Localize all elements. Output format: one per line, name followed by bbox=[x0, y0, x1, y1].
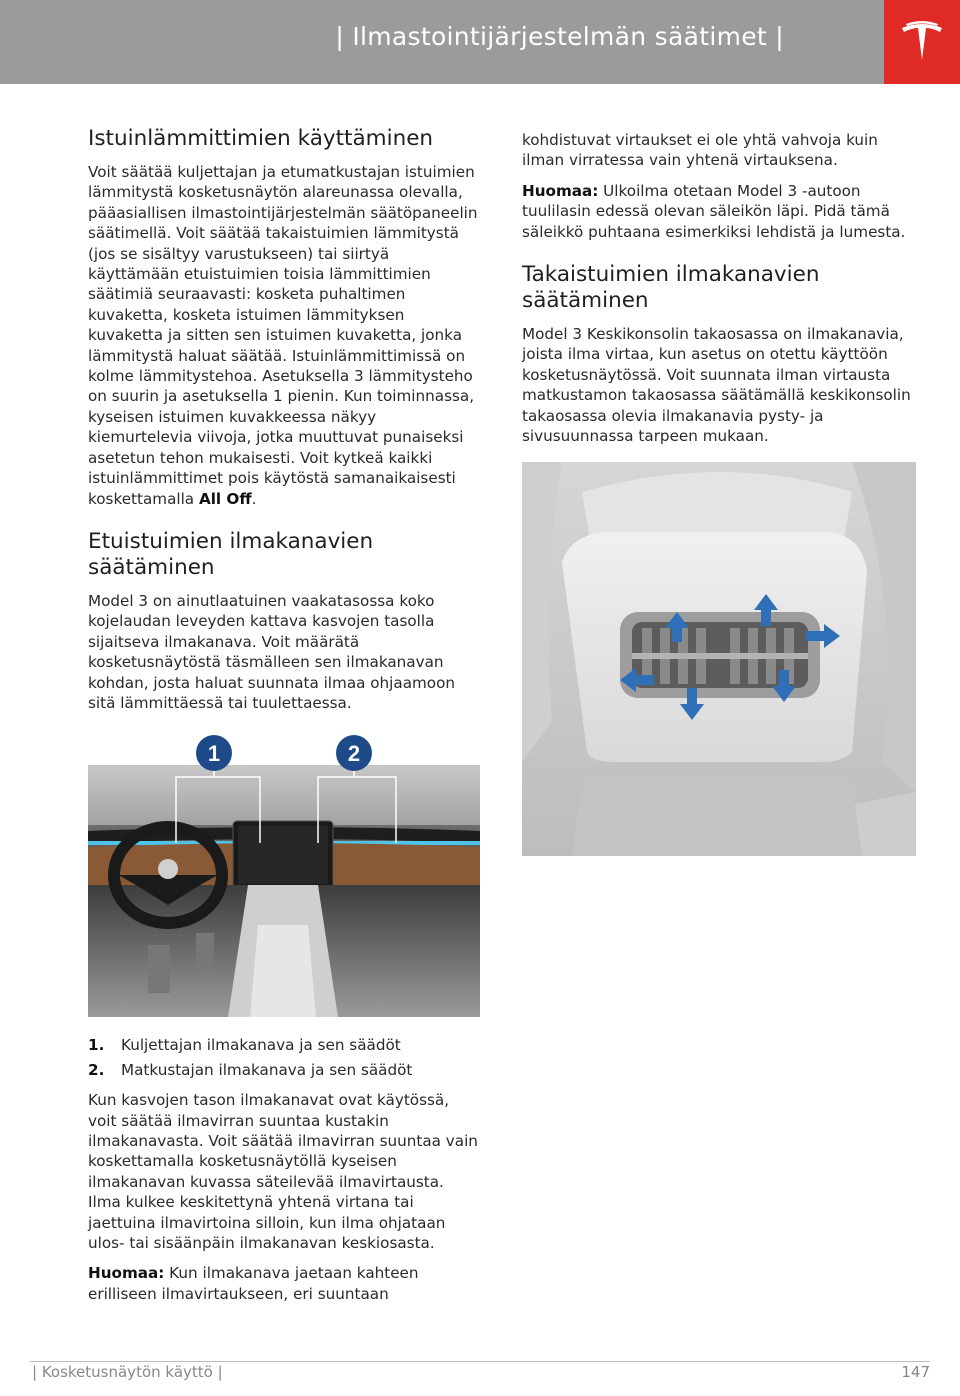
rear-vents-illustration bbox=[522, 462, 916, 856]
note-label: Huomaa: bbox=[88, 1264, 165, 1283]
paragraph-front-vents: Model 3 on ainutlaatuinen vaakatasossa koko kojelaudan leveyden kattava kasvojen tasolla sijaitseva ilmakanava. Voit määrätä kosketusnäytöstä täsmälleen sen ilmakanavan kohdan, josta haluat suunnata ilmaa ohjaamoon sitä lämmittäessä tai tuulettaessa. bbox=[88, 591, 456, 712]
page-number: 147 bbox=[901, 1363, 930, 1381]
header-bar bbox=[0, 0, 884, 84]
paragraph-vent-direction: Kun kasvojen tason ilmakanavat ovat käytössä, voit säätää ilmavirran suuntaa kustakin ilmakanavasta. Voit säätää ilmavirran suuntaa vain koskettamalla kosketusnäytöllä kyseisen ilmakanavan kuvassa säteilevää ilmavirtausta. Ilma kulkee keskitettynä yhtenä virtana tai jaettuina ilmavirtoina silloin, kun ilma ohjataan ulos- tai sisäänpäin ilmakanavan keskiosasta. bbox=[88, 1091, 478, 1252]
left-column bbox=[88, 126, 480, 1314]
paragraph-rear-vents: Model 3 Keskikonsolin takaosassa on ilmakanavia, joista ilma virtaa, kun asetus on otettu käyttöön kosketusnäytössä. Voit suunnata ilman virtausta matkustamon takaosassa säätämällä keskikonsolin takaosassa olevia ilmakanavia pysty- ja sivusuunnassa tarpeen mukaan. bbox=[522, 325, 911, 446]
paragraph-seat-heaters: Voit säätää kuljettajan ja etumatkustajan istuimien lämmitystä kosketusnäytön alareunassa olevalla, pääasiallisen ilmastointijärjestelmän säätöpaneelin säätimellä. Voit säätää takaistuimien lämmitystä (jos se sisältyy varustukseen) tai siirtyä käyttämään etuistuimien toisia lämmittimien säätimiä seuraavasti: kosketa puhaltimen kuvaketta, kosketa istuimen lämmityksen kuvaketta ja sitten sen istuimen kuvaketta, jonka lämmitystä haluat säätää. Istuinlämmittimissä on kolme lämmitystehoa. Asetuksella 3 lämmitysteho on suurin ja asetuksella 1 pienin. Kun toiminnassa, kyseisen istuimen kuvakkeessa näkyy kiemurtelevia viivoja, jotka muuttuvat punaiseksi asetetun tehon mukaisesti. Voit kytkeä kaikki istuinlämmittimet pois käytöstä samanaikaisesti koskettamalla All Off. bbox=[88, 163, 478, 508]
dashboard-illustration bbox=[88, 735, 480, 1017]
callout-1 bbox=[196, 735, 232, 771]
callout-2-label: 2 bbox=[347, 741, 361, 767]
note-outside-air: Huomaa: Ulkoilma otetaan Model 3 -autoon tuulilasin edessä olevan säleikön läpi. Pidä tämä säleikkö puhtaana esimerkiksi lehdistä ja lumesta. bbox=[522, 181, 906, 241]
tesla-logo-icon bbox=[896, 16, 948, 68]
rear-vents-figure bbox=[522, 462, 914, 860]
list-item-text: Matkustajan ilmakanava ja sen säädöt bbox=[121, 1060, 413, 1079]
all-off-label: All Off bbox=[198, 489, 252, 508]
right-column bbox=[522, 130, 914, 870]
list-item-number: 2. bbox=[88, 1060, 105, 1079]
heading-rear-vents: Takaistuimien ilmakanavien säätäminen bbox=[522, 262, 820, 314]
heading-seat-heaters: Istuinlämmittimien käyttäminen bbox=[88, 126, 434, 151]
paragraph-continued: kohdistuvat virtaukset ei ole yhtä vahvoja kuin ilman virratessa vain yhtenä virtauksena. bbox=[522, 131, 878, 170]
list-item-number: 1. bbox=[88, 1036, 105, 1055]
note-label: Huomaa: bbox=[522, 181, 599, 200]
callout-1-label: 1 bbox=[207, 741, 221, 767]
footer-section-title: | Kosketusnäytön käyttö | bbox=[32, 1363, 223, 1381]
callout-list bbox=[88, 1035, 480, 1080]
list-item bbox=[88, 1060, 480, 1080]
footer-rule bbox=[30, 1361, 930, 1362]
note-split-airflow: Huomaa: Kun ilmakanava jaetaan kahteen erilliseen ilmavirtaukseen, eri suuntaan bbox=[88, 1264, 419, 1303]
list-item-text: Kuljettajan ilmakanava ja sen säädöt bbox=[121, 1036, 401, 1055]
list-item bbox=[88, 1035, 480, 1055]
heading-front-vents: Etuistuimien ilmakanavien säätäminen bbox=[88, 528, 374, 580]
dashboard-figure bbox=[88, 735, 480, 1021]
tesla-logo bbox=[884, 0, 960, 84]
page-header-title: | Ilmastointijärjestelmän säätimet | bbox=[335, 22, 784, 51]
callout-2 bbox=[336, 735, 372, 771]
